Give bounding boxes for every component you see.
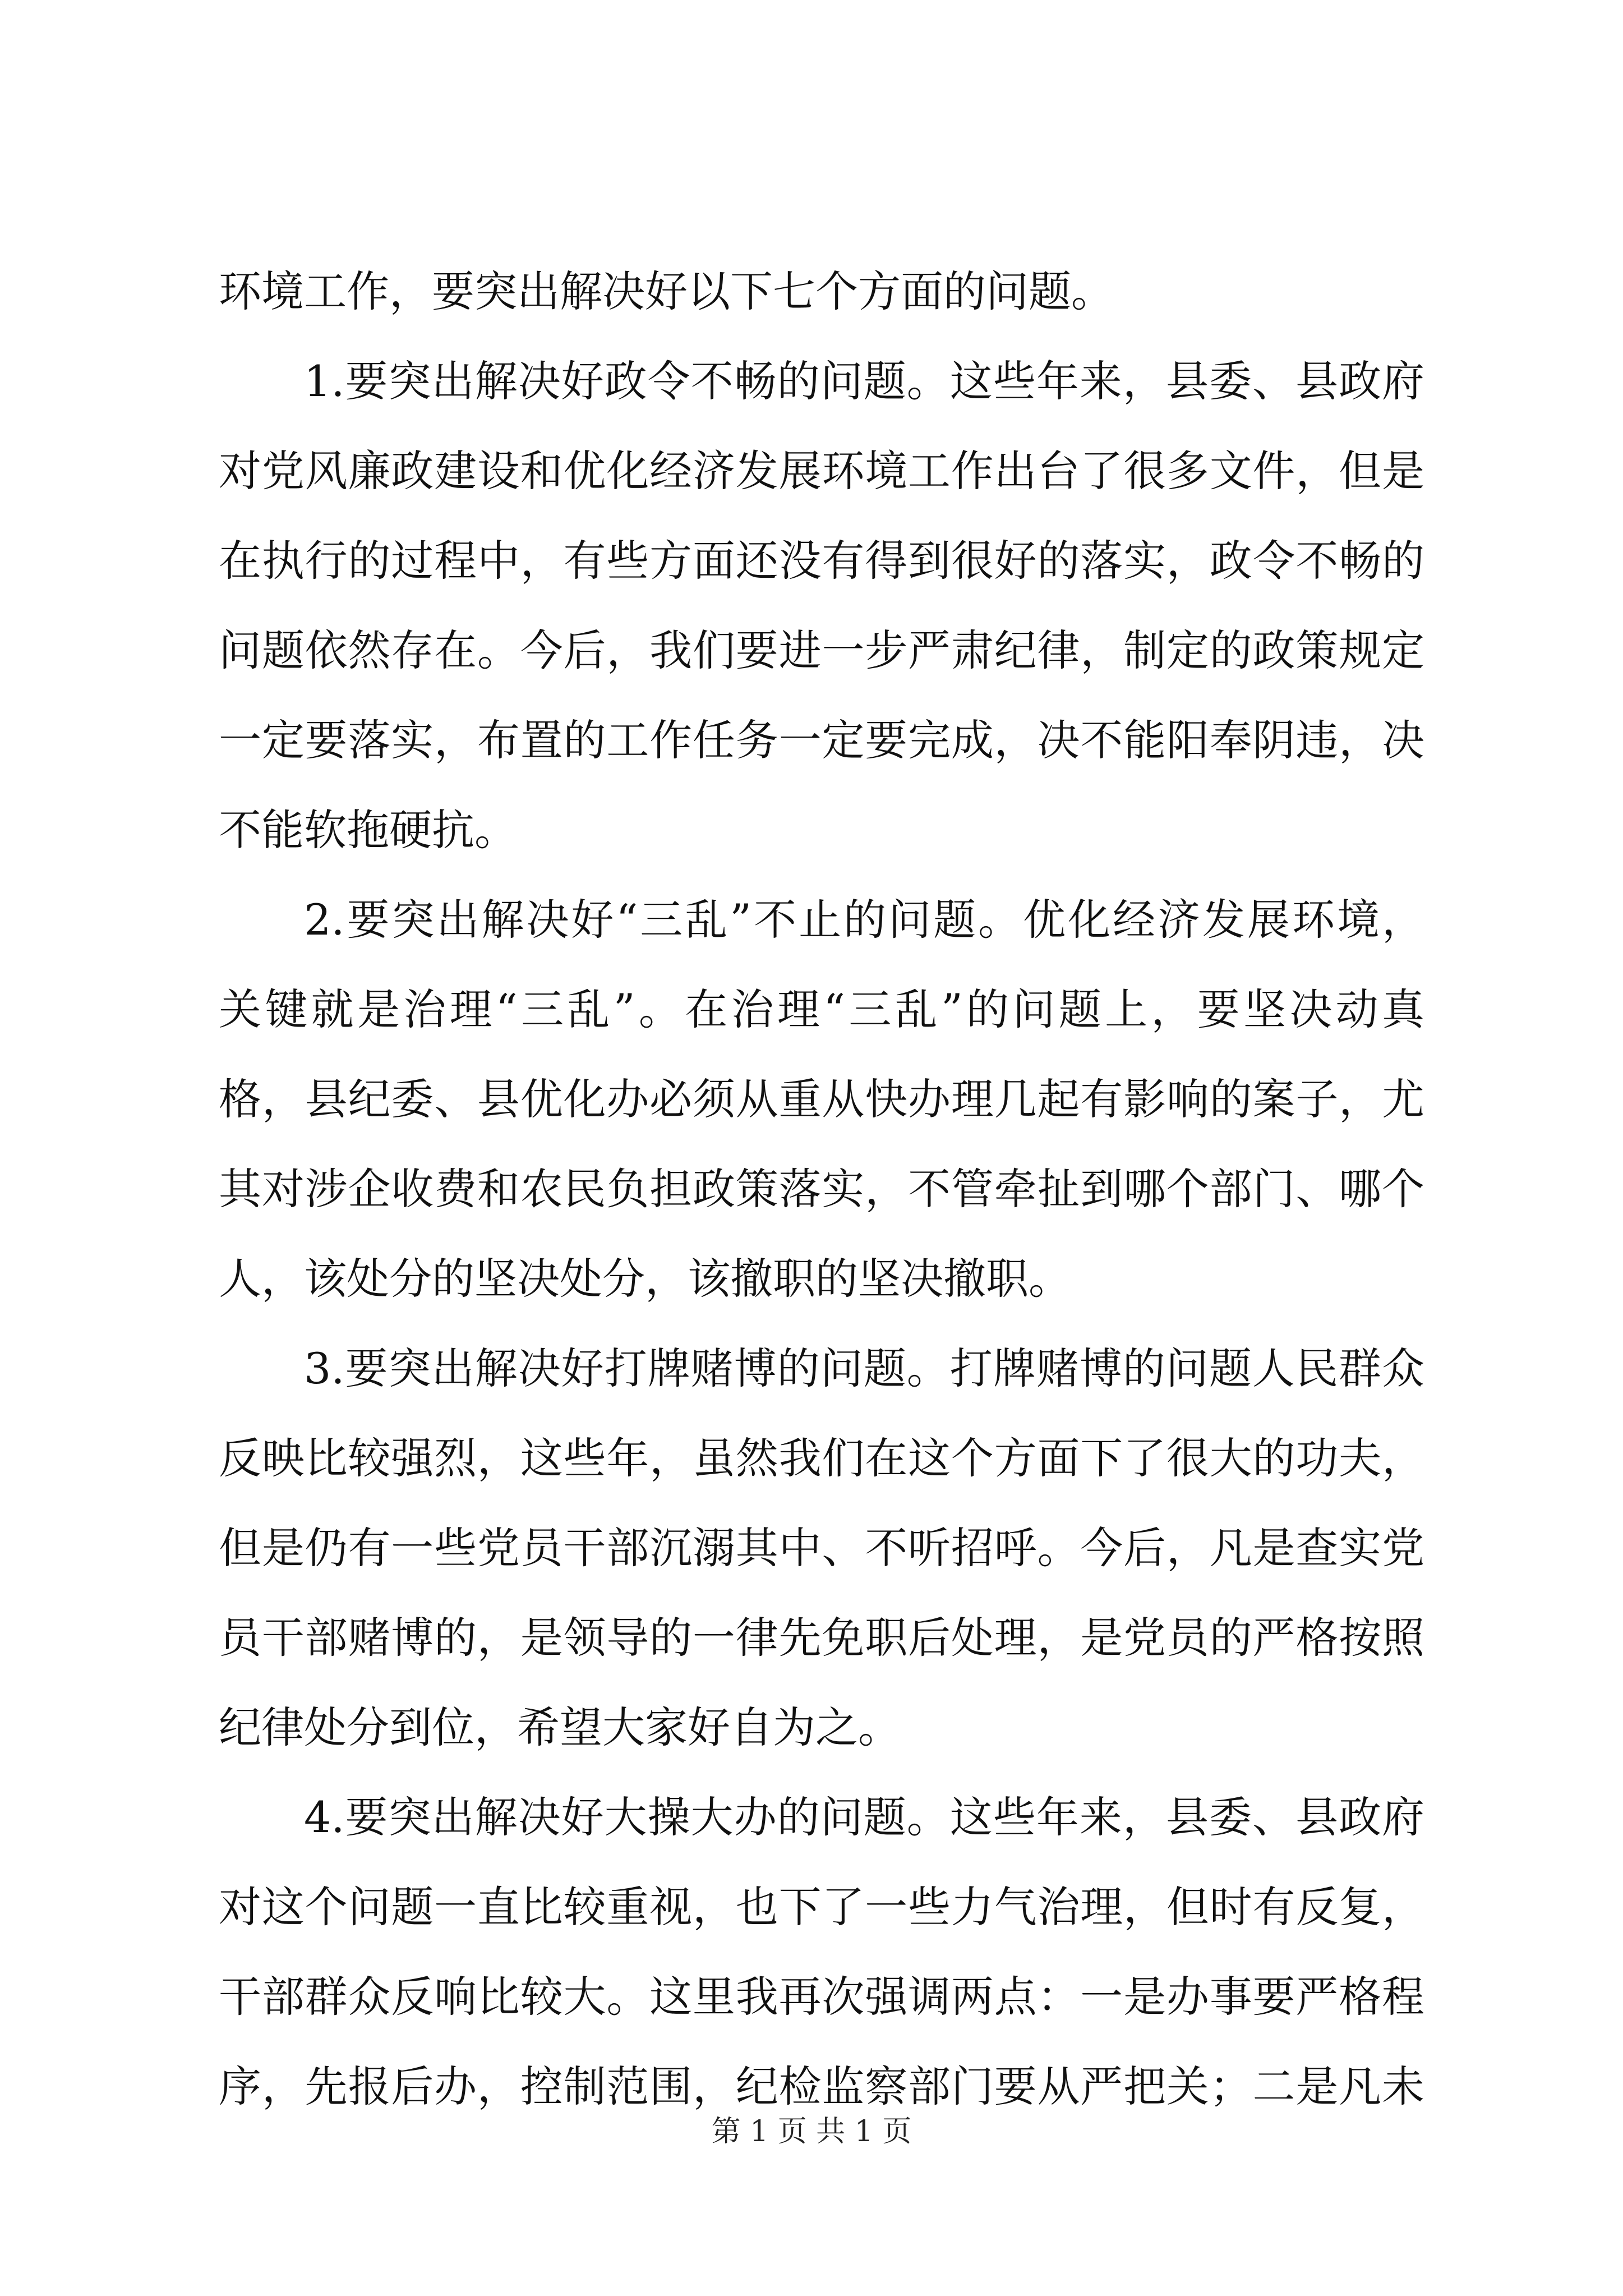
text-line: 干部群众反响比较大。这里我再次强调两点：一是办事要严格程 (219, 1972, 1424, 2022)
text-line: 一定要落实，布置的工作任务一定要完成，决不能阳奉阴违，决 (219, 715, 1424, 765)
paragraph (219, 1324, 1424, 1773)
document-body (219, 247, 1424, 2132)
paragraph (219, 247, 1424, 337)
paragraph (219, 875, 1424, 1324)
text-line: 序，先报后办，控制范围，纪检监察部门要从严把关；二是凡未 (219, 2062, 1424, 2111)
text-line: 纪律处分到位，希望大家好自为之。 (219, 1703, 901, 1752)
text-line: 但是仍有一些党员干部沉溺其中、不听招呼。今后，凡是查实党 (219, 1523, 1424, 1573)
text-line: 问题依然存在。今后，我们要进一步严肃纪律，制定的政策规定 (219, 625, 1424, 675)
text-line: 4.要突出解决好大操大办的问题。这些年来，县委、县政府 (304, 1792, 1424, 1842)
text-line: 员干部赌博的，是领导的一律先免职后处理，是党员的严格按照 (219, 1613, 1424, 1663)
text-line: 不能软拖硬抗。 (219, 805, 517, 855)
text-line: 对这个问题一直比较重视，也下了一些力气治理，但时有反复， (219, 1882, 1424, 1932)
text-line: 格，县纪委、县优化办必须从重从快办理几起有影响的案子，尤 (219, 1074, 1424, 1124)
paragraph (219, 1773, 1424, 2132)
text-line: 1.要突出解决好政令不畅的问题。这些年来，县委、县政府 (304, 356, 1424, 406)
paragraph (219, 337, 1424, 875)
text-line: 关键就是治理“三乱”。在治理“三乱”的问题上，要坚决动真 (219, 984, 1424, 1034)
text-line: 对党风廉政建设和优化经济发展环境工作出台了很多文件，但是 (219, 446, 1424, 496)
page-number-footer: 第 1 页 共 1 页 (711, 2115, 912, 2148)
text-line: 环境工作，要突出解决好以下七个方面的问题。 (219, 266, 1114, 316)
text-line: 其对涉企收费和农民负担政策落实，不管牵扯到哪个部门、哪个 (219, 1164, 1424, 1214)
text-line: 反映比较强烈，这些年，虽然我们在这个方面下了很大的功夫， (219, 1433, 1424, 1483)
text-line: 在执行的过程中，有些方面还没有得到很好的落实，政令不畅的 (219, 536, 1424, 586)
text-line: 3.要突出解决好打牌赌博的问题。打牌赌博的问题人民群众 (304, 1343, 1424, 1393)
text-line: 人，该处分的坚决处分，该撤职的坚决撤职。 (219, 1254, 1071, 1304)
text-line: 2.要突出解决好“三乱”不止的问题。优化经济发展环境， (304, 895, 1424, 945)
